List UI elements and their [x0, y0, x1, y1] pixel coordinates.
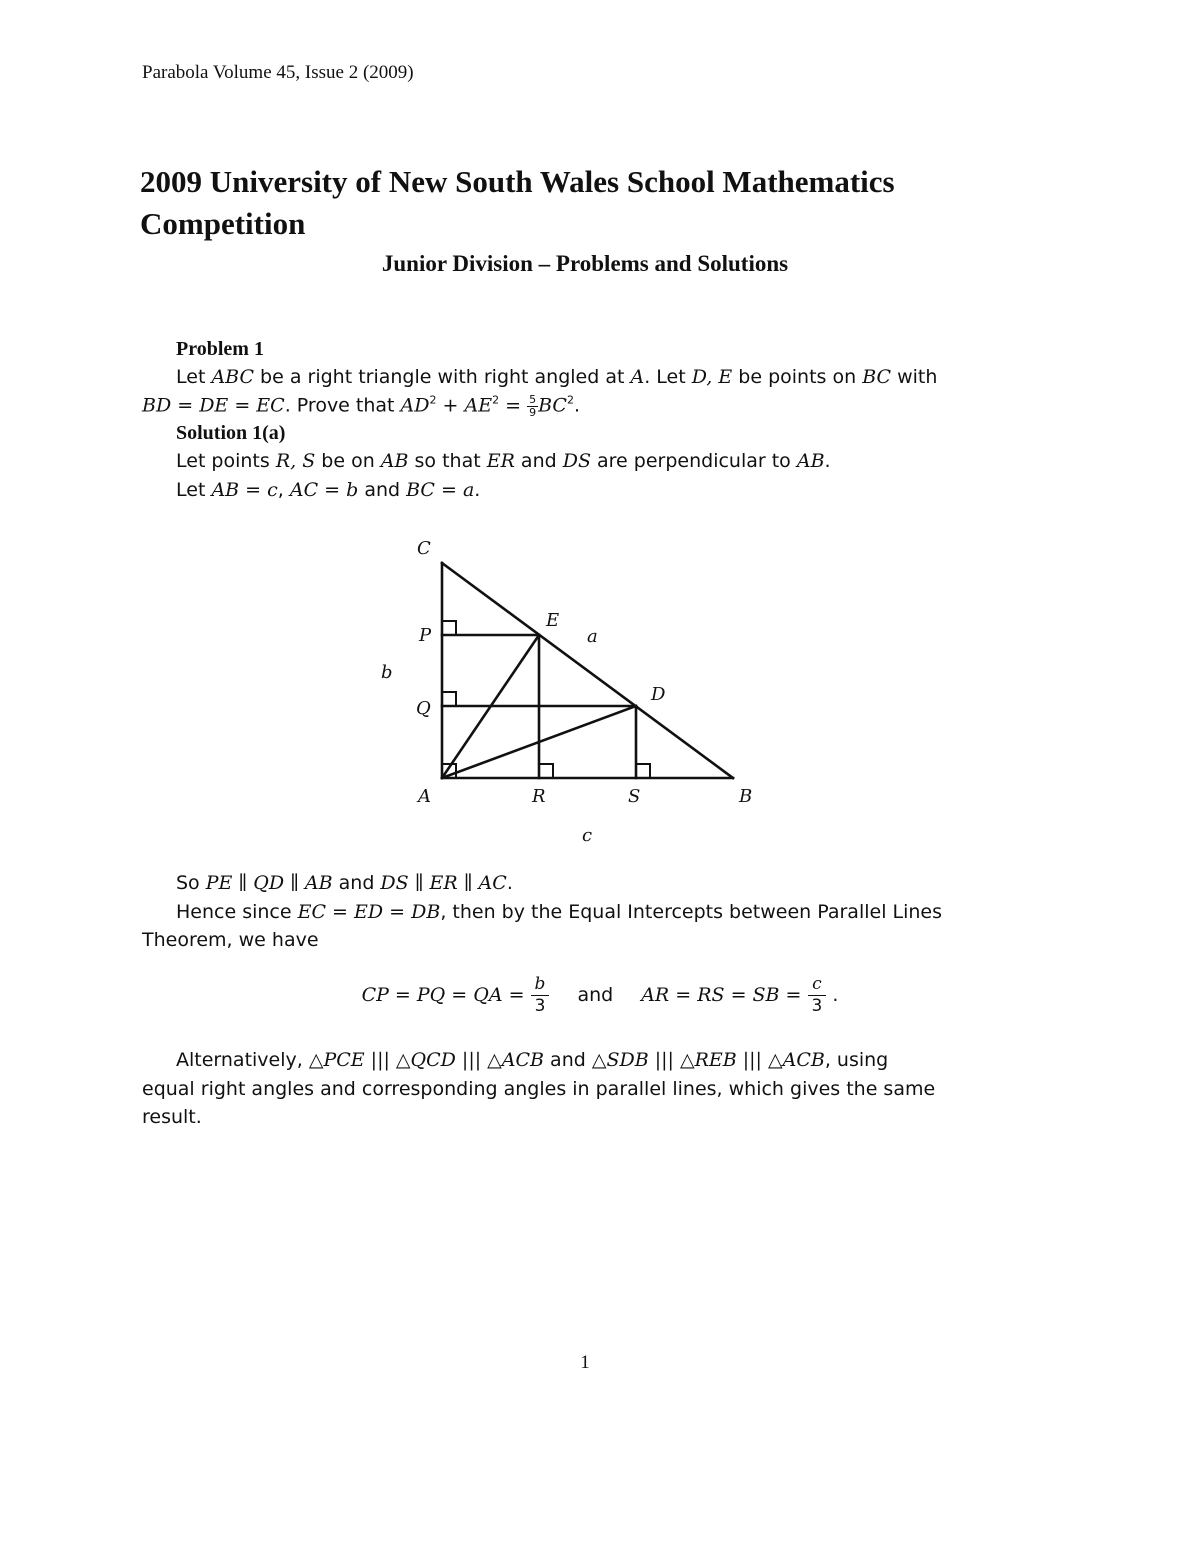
label-d: D: [651, 684, 666, 705]
side-bc: [442, 563, 733, 778]
problem-line-2: BD = DE = EC. Prove that $AD^2 + AE^2$ = $\frac{5}{9}$ $BC^2$.: [142, 393, 581, 419]
hence-line-1: Hence since EC = ED = DB, then by the Equal Intercepts between Parallel Lines: [176, 901, 943, 923]
label-b-vertex: B: [739, 786, 753, 807]
label-a-vertex: A: [418, 786, 431, 807]
solution-line-2: Let AB = c, AC = b and BC = a.: [176, 479, 481, 501]
label-c-side: c: [582, 825, 593, 846]
alternative-line-3: result.: [142, 1106, 202, 1128]
page-number: 1: [580, 1352, 590, 1373]
label-a-side: a: [587, 626, 598, 647]
solution-line-1: Let points R, S be on AB so that ER and DS are perpendicular to AB.: [176, 450, 831, 472]
hence-line-2: Theorem, we have: [142, 929, 319, 951]
c-over-3-fraction: $\frac{c}{3}$: [808, 974, 827, 1017]
label-s: S: [628, 786, 641, 807]
label-e: E: [546, 610, 560, 631]
label-b-side: b: [381, 662, 393, 683]
right-angle-mark-p: [442, 621, 456, 635]
problem-line-1: Let ABC be a right triangle with right angled at A. Let D, E be points on BC with: [176, 366, 938, 388]
alternative-line-2: equal right angles and corresponding angles in parallel lines, which gives the same: [142, 1078, 936, 1100]
label-r: R: [532, 786, 546, 807]
display-equation: CP = PQ = QA = $\frac{b}{3}$ and AR = RS = SB = $\frac{c}{3}$ .: [361, 974, 839, 1016]
running-header: Parabola Volume 45, Issue 2 (2009): [142, 62, 414, 83]
page-title: 2009 University of New South Wales School Mathematics Competition: [140, 164, 895, 241]
problem-heading: Problem 1: [176, 338, 264, 360]
five-ninths-fraction: $\frac{5}{9}$: [529, 393, 537, 419]
right-angle-mark-q: [442, 692, 456, 706]
label-p: P: [419, 625, 432, 646]
b-over-3-fraction: $\frac{b}{3}$: [531, 974, 550, 1017]
page-subtitle: Junior Division – Problems and Solutions: [381, 251, 789, 276]
label-q: Q: [416, 698, 431, 719]
alternative-line-1: Alternatively, △PCE ||| △QCD ||| △ACB and △SDB ||| △REB ||| △ACB, using: [176, 1049, 889, 1071]
parallel-statement: So PE ∥ QD ∥ AB and DS ∥ ER ∥ AC.: [176, 872, 513, 894]
triangle-diagram: [360, 530, 780, 850]
label-c-vertex: C: [417, 538, 431, 559]
solution-heading: Solution 1(a): [176, 422, 286, 444]
right-angle-mark-r: [539, 764, 553, 778]
right-angle-mark-s: [636, 764, 650, 778]
